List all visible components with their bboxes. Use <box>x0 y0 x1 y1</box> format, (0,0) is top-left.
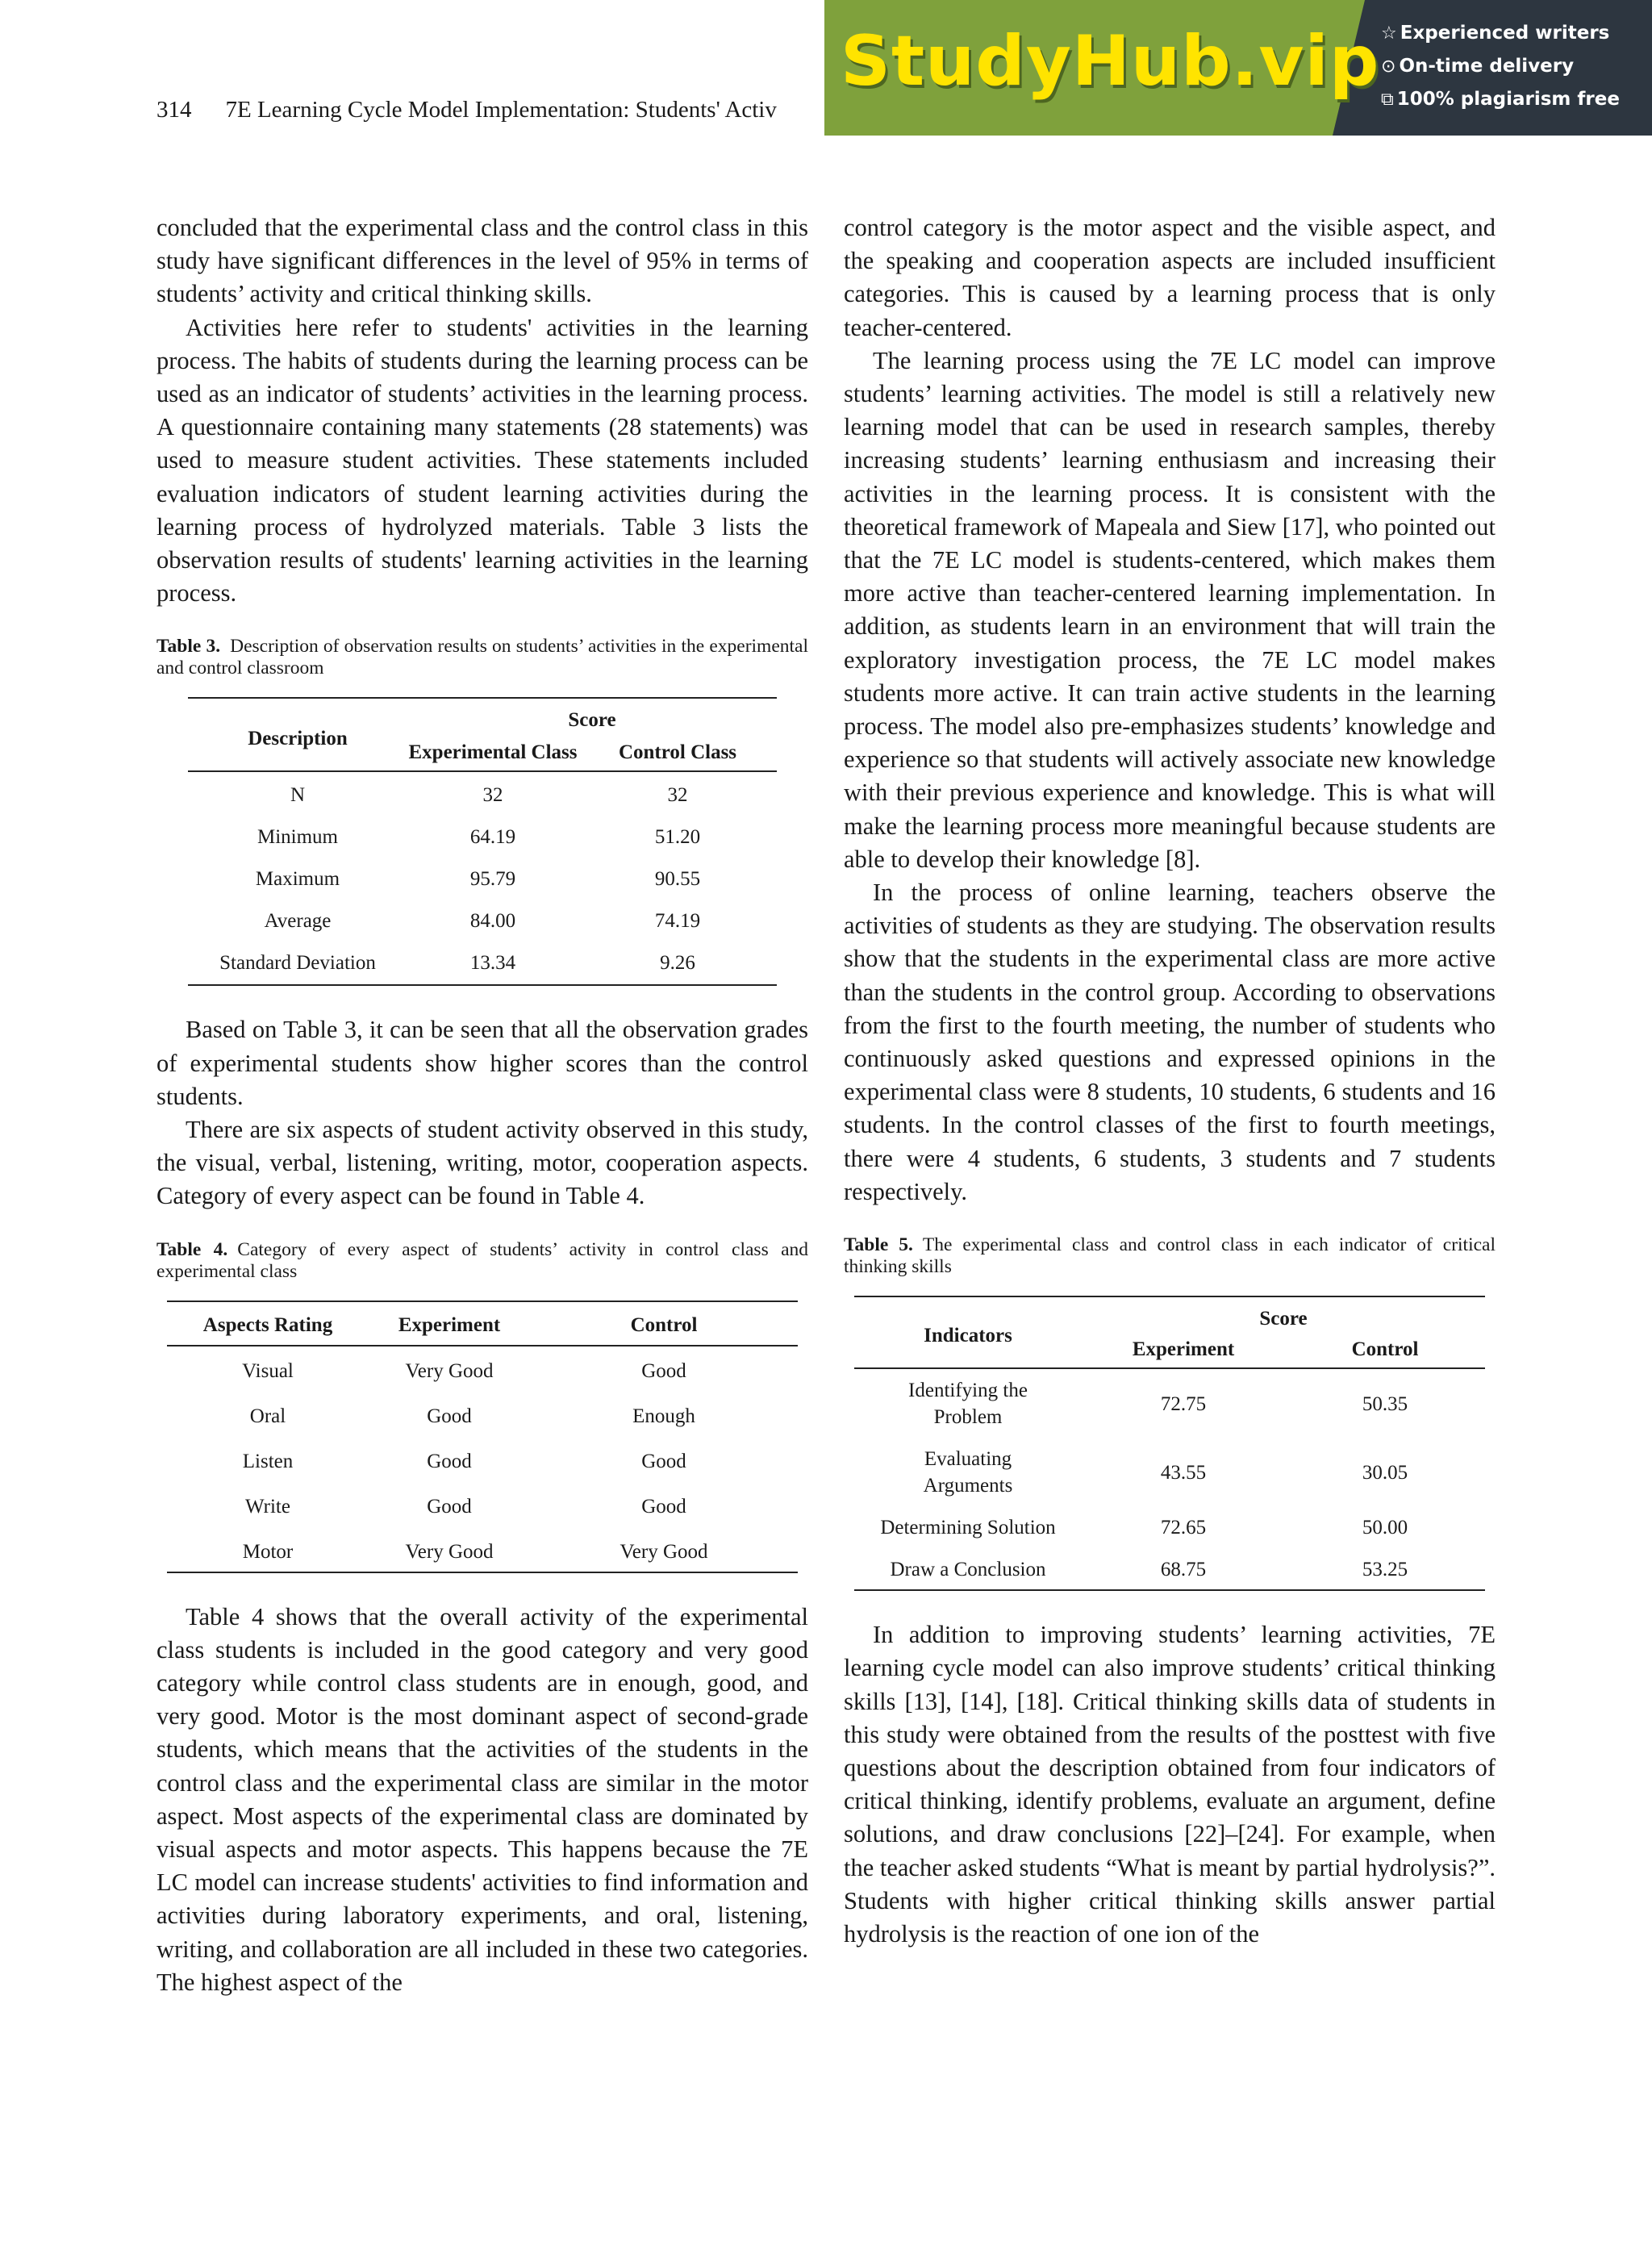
paragraph: control category is the motor aspect and the visible aspect, and the speaking and cooperation aspects are included insufficient categories. This is caused by a learning process that is only teacher-centered. <box>844 214 1496 341</box>
table-row: Standard Deviation 13.34 9.26 <box>188 935 777 985</box>
table5-header-indicators: Indicators <box>924 1324 1012 1346</box>
table3-header-description: Description <box>248 727 348 749</box>
table4-label: Table 4. <box>156 1238 228 1260</box>
clock-icon: ⊙ <box>1381 56 1396 77</box>
table-row: N 32 32 <box>290 784 688 807</box>
table4-header-aspects: Aspects Rating <box>202 1313 333 1336</box>
table-row: Minimum 64.19 51.20 <box>257 826 701 849</box>
table3-label: Table 3. <box>156 636 221 658</box>
paragraph: Activities here refer to students' activities in the learning process. The habits of students during the learning process can be used as an indicator of students’ activities in the learning process. A questionnaire containing many statements (28 statements) was used to measure student activities. These statements included evaluation indicators of student learning activities during the learning process of hydrolyzed materials. Table 3 lists the observation results of students' learning activities in the learning process. <box>156 313 808 607</box>
paragraph: In the process of online learning, teachers observe the activities of students as they are studying. The observation results show that the students in the experimental class are more active than the students in the control group. According to observations from the first to the fourth meeting, the number of students who continuously asked questions and expressed opinions in the experimental class were 8 students, 10 students, 6 students and 16 students. In the control classes of the first to fourth meetings, there were 4 students, 6 students, 3 students and 7 students respectively. <box>844 879 1496 1205</box>
table-row: Listen Good Good <box>242 1450 686 1472</box>
table5 <box>854 1296 1485 1591</box>
copy-icon: ⧉ <box>1381 90 1394 110</box>
table3-header-score: Score <box>568 709 616 732</box>
studyhub-logo[interactable]: StudyHub.vip <box>841 21 1380 102</box>
table-row: Oral Good Enough <box>249 1405 695 1427</box>
table5-label: Table 5. <box>844 1234 913 1256</box>
star-icon: ☆ <box>1381 23 1397 44</box>
paragraph: concluded that the experimental class and the control class in this study have significant differences in the level of 95% in terms of students’ activity and critical thinking skills. <box>156 214 808 308</box>
table-row: Average 84.00 74.19 <box>264 910 701 933</box>
paragraph: The learning process using the 7E LC model can improve students’ learning activities. The model is still a relatively new learning model that can be used in research samples, thereby increasing students’ learning enthusiasm and increasing their activities in the learning process. It is consistent with the theoretical framework of Mapeala and Siew [17], who pointed out that the 7E LC model is students-centered, which makes them more active than teacher-centered learning implementation. In addition, as students learn in an environment that will train the exploratory investigation process, the 7E LC model makes students more active. It can train active students in the learning process. The model also pre-emphasizes students’ knowledge and experience so that students will actively associate new knowledge with their previous experience and knowledge. This is what will make the learning process more meaningful because students are able to develop their knowledge [8]. <box>844 346 1496 873</box>
table-row: Maximum 95.79 90.55 <box>255 868 701 891</box>
feature-plagiarism-free: ⧉ 100% plagiarism free <box>1381 89 1620 110</box>
table-row: Determining Solution 72.65 50.00 <box>880 1517 1408 1539</box>
table3-caption: Table 3. Description of observation results on students’ activities in the experimental and control classroom <box>156 636 809 679</box>
table5-header-control: Control <box>1351 1338 1419 1361</box>
table4-caption: Table 4. Category of every aspect of students’ activity in control class and experimental class <box>156 1238 808 1282</box>
table-row: Evaluating Arguments 43.55 30.05 <box>923 1448 1408 1497</box>
feature-on-time-delivery: ⊙ On-time delivery <box>1381 56 1575 77</box>
running-title: 7E Learning Cycle Model Implementation: Students' Activ <box>225 97 777 123</box>
table-row: Identifying the Problem 72.75 50.35 <box>908 1380 1408 1429</box>
table4-header-experiment: Experiment <box>398 1313 501 1336</box>
table5-header-experiment: Experiment <box>1132 1338 1235 1361</box>
table-row: Motor Very Good Very Good <box>167 1521 798 1572</box>
table-row: Write Good Good <box>245 1495 686 1518</box>
table3-header-exp: Experimental Class <box>408 741 578 764</box>
table-row: Draw a Conclusion 68.75 53.25 <box>854 1542 1485 1590</box>
paragraph: In addition to improving students’ learning activities, 7E learning cycle model can also improve students’ critical thinking skills [13], [14], [18]. Critical thinking skills data of students in this study were obtained from the results of the posttest with five questions about the description obtained from four indicators of critical thinking, identify problems, evaluate an argument, define solutions, and draw conclusions [22]–[24]. For example, when the teacher asked students “What is meant by partial hydrolysis?”. Students with higher critical thinking skills answer partial hydrolysis is the reaction of one ion of the <box>844 1621 1496 1948</box>
table-row: Visual Very Good Good <box>242 1359 686 1382</box>
running-header <box>156 97 777 123</box>
left-column <box>156 211 808 1999</box>
table3 <box>188 697 777 986</box>
table4 <box>167 1301 798 1573</box>
studyhub-banner[interactable] <box>824 0 1652 136</box>
right-column <box>844 211 1496 1951</box>
feature-experienced-writers: ☆ Experienced writers <box>1381 23 1610 44</box>
table5-caption: Table 5. The experimental class and control class in each indicator of critical thinking skills <box>844 1234 1496 1278</box>
table4-header-control: Control <box>630 1313 698 1336</box>
paragraph: Based on Table 3, it can be seen that all the observation grades of experimental students show higher scores than the control students. <box>156 1016 808 1110</box>
paragraph: There are six aspects of student activity observed in this study, the visual, verbal, listening, writing, motor, cooperation aspects. Category of every aspect can be found in Table 4. <box>156 1116 808 1210</box>
paragraph: Table 4 shows that the overall activity of the experimental class students is included in the good category and very good category while control class students are in enough, good, and very good. Motor is the most dominant aspect of second-grade students, which means that the activities of the students in the control class and the experimental class are similar in the motor aspect. Most aspects of the experimental class are dominated by visual aspects and motor aspects. This happens because the 7E LC model can increase students' activities to find information and activities during laboratory experiments, and oral, listening, writing, and collaboration are all included in these two categories. The highest aspect of the <box>156 1602 808 1996</box>
table3-header-ctrl: Control Class <box>618 741 737 764</box>
table5-header-score: Score <box>1259 1308 1308 1330</box>
page-number: 314 <box>156 97 192 123</box>
